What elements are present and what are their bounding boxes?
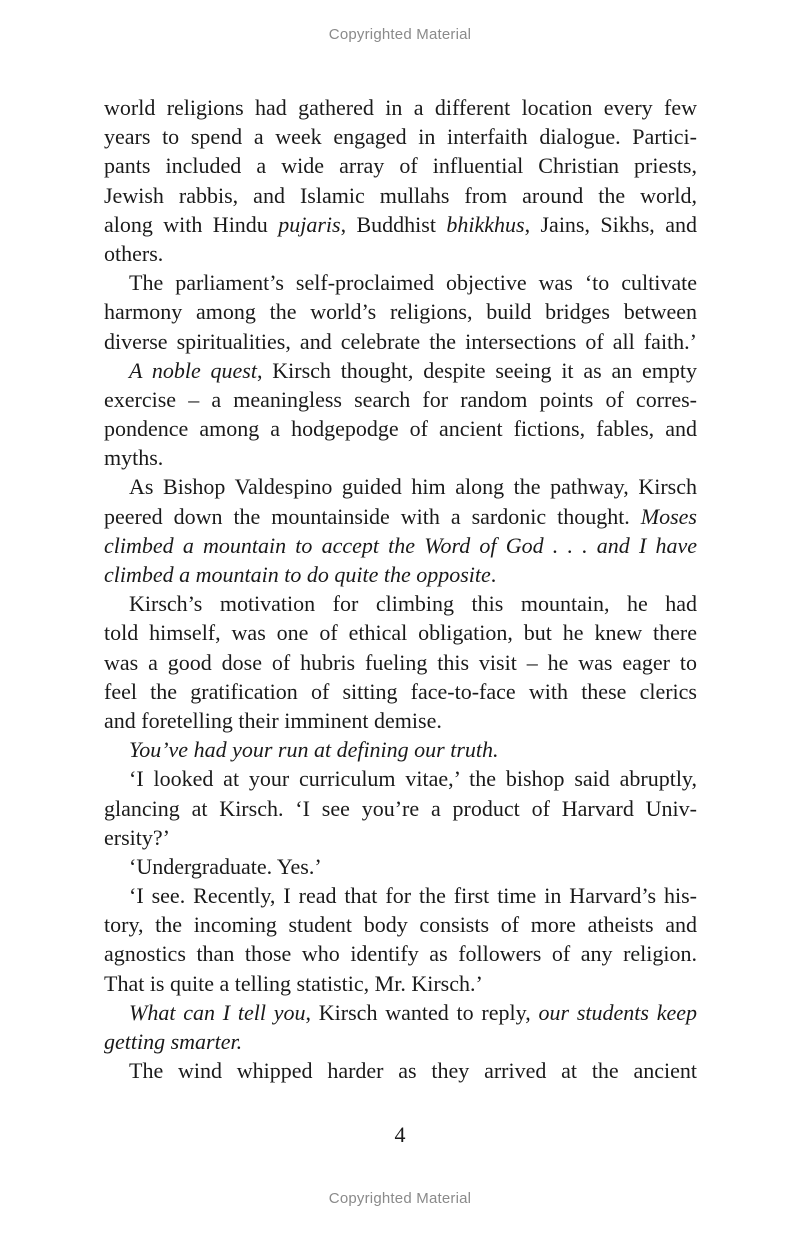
- text-line: [104, 531, 697, 560]
- italic-text-span: climbed a mountain to do quite the opposite: [104, 562, 491, 587]
- text-span: world religions had gathered in a different location every few: [104, 95, 697, 120]
- text-span: , Buddhist: [340, 211, 447, 237]
- text-span: feel the gratification of sitting face-to-face with these clerics: [104, 678, 697, 704]
- text-line: [104, 618, 697, 647]
- text-span: ‘Undergraduate. Yes.’: [129, 853, 322, 879]
- text-line: [104, 969, 697, 998]
- italic-text-span: climbed a mountain to accept the Word of God . . . and I have: [104, 532, 697, 558]
- text-span: peered down the mountainside with a sardonic thought.: [104, 503, 641, 529]
- text-line: [104, 823, 697, 852]
- text-span: tory, the incoming student body consists of more atheists and: [104, 912, 697, 938]
- text-span: glancing at Kirsch. ‘I see you’re a product of Harvard Univ-: [104, 795, 697, 821]
- text-line: [104, 181, 697, 210]
- text-line: [104, 385, 697, 414]
- text-span: years to spend a week engaged in interfaith dialogue. Partici-: [104, 124, 697, 150]
- book-page-text: [104, 93, 697, 1085]
- italic-text-span: pujaris: [278, 211, 341, 237]
- text-line: [104, 151, 697, 180]
- text-span: Jewish rabbis, and Islamic mullahs from around the world,: [104, 182, 697, 208]
- text-line: [104, 677, 697, 706]
- text-span: myths.: [104, 445, 164, 471]
- italic-text-span: You’ve had your run at defining our truth.: [129, 737, 499, 763]
- text-span: The wind whipped harder as they arrived at the ancient: [129, 1058, 697, 1084]
- text-line: [104, 443, 697, 472]
- text-span: ‘I see. Recently, I read that for the first time in Harvard’s his-: [129, 883, 697, 909]
- text-span: exercise – a meaningless search for random points of corres-: [104, 386, 697, 412]
- text-line: [104, 1056, 697, 1085]
- text-span: harmony among the world’s religions, build bridges between: [104, 299, 697, 325]
- text-line: [104, 706, 697, 735]
- text-line: [104, 794, 697, 823]
- italic-text-span: Moses: [640, 503, 697, 529]
- text-span: was a good dose of hubris fueling this visit – he was eager to: [104, 649, 697, 675]
- italic-text-span: What can I tell you: [129, 999, 306, 1025]
- text-span: Kirsch’s motivation for climbing this mountain, he had: [129, 591, 697, 617]
- text-line: [104, 648, 697, 677]
- text-line: [104, 852, 697, 881]
- text-line: [104, 297, 697, 326]
- text-line: [104, 122, 697, 151]
- copyright-watermark-top: Copyrighted Material: [328, 26, 472, 43]
- text-line: [104, 939, 697, 968]
- text-line: [104, 764, 697, 793]
- text-span: , Jains, Sikhs, and: [524, 211, 697, 237]
- text-span: As Bishop Valdespino guided him along the pathway, Kirsch: [129, 474, 697, 500]
- text-span: pondence among a hodgepodge of ancient fictions, fables, and: [104, 416, 697, 442]
- text-line: [104, 560, 697, 589]
- text-line: [104, 414, 697, 443]
- text-span: ersity?’: [104, 824, 170, 850]
- text-line: [104, 502, 697, 531]
- text-span: , Kirsch wanted to reply,: [305, 999, 539, 1025]
- text-line: [104, 589, 697, 618]
- text-line: [104, 735, 697, 764]
- italic-text-span: bhikkhus: [446, 211, 525, 237]
- copyright-watermark-bottom: Copyrighted Material: [328, 1190, 472, 1207]
- text-span: and foretelling their imminent demise.: [104, 707, 442, 733]
- text-span: .: [490, 562, 497, 587]
- text-line: [104, 268, 697, 297]
- italic-text-span: getting smarter.: [104, 1029, 243, 1054]
- text-line: [104, 998, 697, 1027]
- text-line: [104, 356, 697, 385]
- text-span: , Kirsch thought, despite seeing it as an empty: [256, 357, 698, 383]
- page-number: 4: [394, 1122, 406, 1147]
- text-span: pants included a wide array of influential Christian priests,: [104, 153, 697, 179]
- text-span: along with Hindu: [104, 211, 279, 237]
- text-span: The parliament’s self-proclaimed objective was ‘to cultivate: [129, 270, 697, 296]
- italic-text-span: A noble quest: [129, 357, 257, 383]
- text-span: That is quite a telling statistic, Mr. Kirsch.’: [104, 970, 483, 996]
- text-line: [104, 210, 697, 239]
- text-line: [104, 881, 697, 910]
- text-line: [104, 239, 697, 268]
- text-line: [104, 93, 697, 122]
- text-line: [104, 910, 697, 939]
- text-span: others.: [104, 240, 164, 266]
- text-line: [104, 327, 697, 356]
- text-span: agnostics than those who identify as followers of any religion.: [104, 941, 697, 967]
- text-span: ‘I looked at your curriculum vitae,’ the bishop said abruptly,: [129, 766, 697, 792]
- italic-text-span: our students keep: [538, 999, 698, 1025]
- text-line: [104, 1027, 697, 1056]
- text-span: diverse spiritualities, and celebrate the intersections of all faith.’: [104, 328, 697, 354]
- text-span: told himself, was one of ethical obligation, but he knew there: [104, 620, 697, 646]
- text-line: [104, 472, 697, 501]
